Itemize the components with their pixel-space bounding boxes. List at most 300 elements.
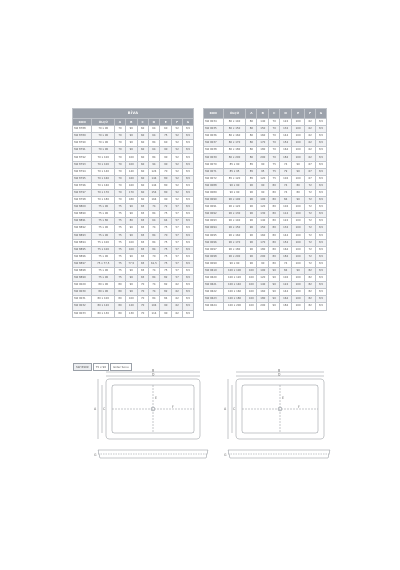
dimension-cell: 100: [246, 303, 257, 310]
drawing-label-f: F: [298, 405, 300, 409]
dimension-cell: 60: [137, 154, 148, 161]
product-code-cell: SW 9624: [204, 303, 224, 310]
column-header: F: [172, 119, 183, 126]
table-row: [73, 140, 194, 147]
table-row: [204, 126, 327, 133]
dimension-cell: 8,5: [316, 289, 327, 296]
dimension-cell: 82: [305, 282, 316, 289]
dimension-cell: 100: [292, 239, 305, 246]
table-title: BİVA: [73, 109, 194, 119]
table-row: [73, 189, 194, 196]
dimension-cell: 100: [125, 239, 137, 246]
column-header: ÖLÇÜ: [223, 109, 246, 119]
shower-tray-drawing-left: [92, 368, 214, 468]
dimension-cell: 130: [125, 310, 137, 317]
dimension-cell: 8,5: [183, 161, 194, 168]
table-row: [73, 161, 194, 168]
dimension-cell: 80: [269, 225, 280, 232]
dimension-cell: 8,5: [183, 275, 194, 282]
dimension-cell: 52: [172, 182, 183, 189]
dimension-cell: 57: [172, 253, 183, 260]
table-row: [204, 246, 327, 253]
product-code-cell: SW 9034: [204, 119, 224, 126]
dimension-cell: 70: [269, 119, 280, 126]
dimension-cell: 90: [160, 161, 172, 168]
size-cell: 90 x 180: [223, 246, 246, 253]
dimension-cell: 60: [137, 140, 148, 147]
technical-drawing-svg: [222, 368, 334, 468]
table-row: [73, 168, 194, 175]
product-code-cell: SW 8894: [73, 239, 92, 246]
dimension-cell: 200: [257, 303, 269, 310]
dimension-cell: 144: [280, 289, 292, 296]
product-code-cell: SW 8895: [73, 246, 92, 253]
dimension-cell: 80: [269, 260, 280, 267]
size-cell: 70 x 90: [92, 126, 115, 133]
dimension-cell: 164: [280, 296, 292, 303]
dimension-cell: 74: [280, 260, 292, 267]
dimension-cell: 124: [280, 218, 292, 225]
drawing-label-a: A: [94, 407, 97, 411]
dimension-cell: 62: [305, 133, 316, 140]
table-row: [204, 154, 327, 161]
dimension-cell: 144: [280, 232, 292, 239]
dimension-cell: 80: [269, 211, 280, 218]
dimension-cell: 8,5: [316, 275, 327, 282]
table-row: [204, 289, 327, 296]
dimension-cell: 70: [148, 253, 160, 260]
dimension-cell: 90: [246, 239, 257, 246]
product-code-cell: SW 9097: [204, 246, 224, 253]
product-code-cell: SW 8796: [73, 182, 92, 189]
dimension-cell: 8,5: [183, 189, 194, 196]
dimension-cell: 80: [246, 133, 257, 140]
dimension-cell: 70: [269, 133, 280, 140]
dimension-cell: 100: [246, 296, 257, 303]
table-row: [204, 147, 327, 154]
dimension-cell: 62: [172, 282, 183, 289]
dimension-cell: 70: [137, 282, 148, 289]
dimension-cell: 100: [246, 289, 257, 296]
table-row: [73, 126, 194, 133]
dimension-cell: 100: [292, 275, 305, 282]
size-cell: 80 x 150: [223, 126, 246, 133]
drawing-label-d: D: [278, 372, 281, 377]
dimension-cell: 170: [257, 140, 269, 147]
dimension-cell: 74: [280, 189, 292, 196]
product-code-cell: SW 9030: [73, 289, 92, 296]
table-row: [73, 296, 194, 303]
dimension-cell: 144: [280, 133, 292, 140]
dimension-cell: 8,5: [183, 239, 194, 246]
dimension-cell: 120: [257, 175, 269, 182]
header-row: [204, 109, 327, 119]
dimension-cell: 170: [125, 189, 137, 196]
dimension-cell: 8,5: [316, 189, 327, 196]
dimension-cell: 72: [160, 204, 172, 211]
dimension-cell: 70: [160, 168, 172, 175]
table-row: [204, 182, 327, 189]
dimension-cell: 75: [115, 204, 126, 211]
table-row: [204, 218, 327, 225]
column-header: G: [316, 109, 327, 119]
dimension-cell: 90: [269, 296, 280, 303]
dimension-cell: 80: [246, 140, 257, 147]
dimension-cell: 100: [257, 267, 269, 274]
dimension-cell: 80: [246, 126, 257, 133]
table-row: [204, 133, 327, 140]
dimension-cell: 60: [137, 182, 148, 189]
dimension-cell: 67: [305, 161, 316, 168]
dimension-cell: 90: [292, 161, 305, 168]
dimension-cell: 8,5: [183, 175, 194, 182]
product-code-cell: SW 8898: [73, 267, 92, 274]
dimension-cell: 52: [172, 197, 183, 204]
dimension-cell: 8,5: [316, 126, 327, 133]
product-code-cell: SW 9623: [204, 296, 224, 303]
dimension-cell: 8,5: [316, 147, 327, 154]
product-code-cell: SW 9096: [204, 239, 224, 246]
dimension-cell: 80: [269, 239, 280, 246]
dimension-cell: 8,5: [316, 140, 327, 147]
size-cell: 75 x 90: [92, 232, 115, 239]
table-row: [204, 175, 327, 182]
dimension-cell: 8,5: [316, 260, 327, 267]
dimension-cell: 164: [280, 147, 292, 154]
table-row: [73, 182, 194, 189]
dimension-cell: 67: [305, 175, 316, 182]
dimension-cell: 65: [137, 260, 148, 267]
dimension-cell: 80: [115, 282, 126, 289]
dimension-cell: 75: [115, 225, 126, 232]
dimension-cell: 80: [160, 182, 172, 189]
dimension-cell: 74: [280, 161, 292, 168]
dimension-cell: 82: [160, 289, 172, 296]
product-code-cell: SW 9098: [204, 253, 224, 260]
product-code-cell: SW 9090: [204, 197, 224, 204]
drawing-label-f: F: [172, 405, 174, 409]
table-row: [73, 204, 194, 211]
size-cell: 70 x 160: [92, 175, 115, 182]
size-cell: 85 x 120: [223, 175, 246, 182]
dimension-cell: 64: [148, 147, 160, 154]
dimension-cell: 52: [172, 147, 183, 154]
dimension-cell: 65: [137, 204, 148, 211]
dimension-cell: 90: [160, 154, 172, 161]
dimension-cell: 8,5: [316, 232, 327, 239]
dimension-cell: 160: [125, 182, 137, 189]
table-row: [73, 282, 194, 289]
column-header: F: [305, 109, 316, 119]
dimension-cell: 90: [257, 161, 269, 168]
dimension-cell: 160: [257, 232, 269, 239]
dimension-cell: 100: [292, 204, 305, 211]
dimension-cell: 104: [148, 303, 160, 310]
product-code-cell: SW 9622: [204, 289, 224, 296]
dimension-cell: 70: [115, 154, 126, 161]
size-cell: 75 x 90: [92, 275, 115, 282]
dimension-cell: 120: [257, 275, 269, 282]
column-header: C: [137, 119, 148, 126]
dimension-cell: 75: [160, 260, 172, 267]
dimension-cell: 8,5: [183, 154, 194, 161]
dimension-cell: 180: [257, 296, 269, 303]
table-row: [204, 275, 327, 282]
dimension-cell: 95: [257, 168, 269, 175]
dimension-cell: 8,5: [183, 246, 194, 253]
size-cell: 70 x 160: [92, 182, 115, 189]
dimension-cell: 85: [246, 161, 257, 168]
dimension-cell: 90: [246, 246, 257, 253]
dimension-cell: 75: [115, 218, 126, 225]
product-code-cell: SW 9092: [204, 211, 224, 218]
dimension-cell: 75: [115, 211, 126, 218]
dimension-cell: 90: [246, 232, 257, 239]
dimension-cell: 144: [148, 175, 160, 182]
table-row: [73, 289, 194, 296]
dimension-cell: 80: [269, 232, 280, 239]
header-row: [73, 119, 194, 126]
product-code-cell: SW 8793: [73, 161, 92, 168]
dimension-cell: 8,5: [316, 267, 327, 274]
dimension-cell: 100: [292, 303, 305, 310]
dimension-cell: 84: [280, 267, 292, 274]
dimension-cell: 100: [292, 154, 305, 161]
dimension-cell: 82: [160, 275, 172, 282]
dimension-cell: 184: [280, 154, 292, 161]
dimension-cell: 72: [305, 225, 316, 232]
dimension-cell: 8,5: [316, 154, 327, 161]
table-row: [73, 197, 194, 204]
dimension-cell: 67: [305, 168, 316, 175]
size-cell: 90 x 140: [223, 218, 246, 225]
drawing-label-g: G: [224, 453, 227, 457]
dimension-cell: 90: [125, 133, 137, 140]
product-code-cell: SW 9070: [204, 161, 224, 168]
dimension-cell: 8,5: [183, 225, 194, 232]
dimension-cell: 62: [305, 119, 316, 126]
dimension-cell: 90: [125, 204, 137, 211]
drawing-label-e: E: [155, 396, 158, 400]
size-cell: 70 x 140: [92, 168, 115, 175]
size-cell: 80 x 160: [223, 133, 246, 140]
dimension-cell: 154: [280, 239, 292, 246]
dimension-cell: 90: [269, 282, 280, 289]
dimension-cell: 75: [115, 232, 126, 239]
dimension-cell: 72: [305, 253, 316, 260]
dimension-cell: 84: [148, 296, 160, 303]
table-row: [73, 232, 194, 239]
dimension-cell: 130: [257, 211, 269, 218]
dimension-cell: 57: [172, 204, 183, 211]
table-row: [73, 260, 194, 267]
dimension-cell: 70: [137, 303, 148, 310]
dimension-cell: 94: [148, 161, 160, 168]
size-cell: 70 x 100: [92, 161, 115, 168]
dimension-cell: 74: [148, 225, 160, 232]
dimension-cell: 90: [292, 168, 305, 175]
dimension-cell: 134: [280, 126, 292, 133]
product-code-cell: SW 9621: [204, 282, 224, 289]
size-cell: 80 x 120: [92, 303, 115, 310]
product-code-cell: SW 9094: [204, 225, 224, 232]
dimension-cell: 65: [137, 267, 148, 274]
size-cell: 90 x 160: [223, 232, 246, 239]
drawing-label-c: C: [103, 407, 106, 411]
detail-size: 75 x 90: [93, 363, 110, 371]
dimension-cell: 57: [172, 267, 183, 274]
dimension-cell: 8,5: [316, 211, 327, 218]
dimension-cell: 164: [280, 246, 292, 253]
dimension-cell: 8,5: [316, 239, 327, 246]
dimension-cell: 8,5: [183, 267, 194, 274]
dimension-cell: 160: [257, 133, 269, 140]
dimension-cell: 60: [160, 126, 172, 133]
dimension-cell: 100: [292, 218, 305, 225]
product-code-cell: SW 8789: [73, 133, 92, 140]
dimension-cell: 57: [172, 225, 183, 232]
dimension-cell: 8,5: [183, 133, 194, 140]
dimension-cell: 65: [137, 246, 148, 253]
product-code-cell: SW 9071: [204, 168, 224, 175]
dimension-cell: 90: [269, 275, 280, 282]
dimension-cell: 70: [115, 189, 126, 196]
dimension-cell: 60: [137, 161, 148, 168]
detail-code: SW 8909: [73, 363, 92, 371]
dimension-cell: 90: [125, 289, 137, 296]
dimension-cell: 90: [292, 197, 305, 204]
column-header: G: [183, 119, 194, 126]
column-header: KOD: [204, 109, 224, 119]
product-code-cell: SW 9088: [204, 182, 224, 189]
size-cell: 100 x 120: [223, 275, 246, 282]
dimension-cell: 75: [115, 253, 126, 260]
size-cell: 75 x 90: [92, 267, 115, 274]
drawing-label-c: C: [233, 407, 236, 411]
dimension-cell: 100: [292, 175, 305, 182]
dimension-cell: 8,5: [183, 140, 194, 147]
size-cell: 90 x 130: [223, 211, 246, 218]
dimension-cell: 90: [292, 267, 305, 274]
dimension-cell: 64: [148, 133, 160, 140]
dimension-cell: 57: [172, 246, 183, 253]
table-row: [73, 275, 194, 282]
dimension-cell: 80: [246, 154, 257, 161]
dimension-cell: 82: [305, 296, 316, 303]
dimension-cell: 70: [269, 140, 280, 147]
column-header: A: [246, 109, 257, 119]
table-row: [73, 303, 194, 310]
dimension-cell: 180: [257, 147, 269, 154]
product-code-cell: SW 8890: [73, 211, 92, 218]
dimension-cell: 100: [125, 154, 137, 161]
dimension-cell: 8,5: [316, 225, 327, 232]
dimension-cell: 90: [246, 204, 257, 211]
size-cell: 70 x 90: [92, 147, 115, 154]
dimension-cell: 80: [115, 289, 126, 296]
table-row: [73, 175, 194, 182]
dimension-cell: 84: [148, 232, 160, 239]
dimension-cell: 77,5: [125, 260, 137, 267]
size-cell: 100 x 160: [223, 289, 246, 296]
dimension-cell: 75: [269, 161, 280, 168]
dimension-cell: 184: [280, 303, 292, 310]
dimension-cell: 100: [292, 211, 305, 218]
product-code-cell: SW 8794: [73, 168, 92, 175]
dimension-cell: 80: [160, 189, 172, 196]
dimension-cell: 82: [305, 267, 316, 274]
size-cell: 90 x 100: [223, 197, 246, 204]
column-header: D: [280, 109, 292, 119]
dimension-cell: 8,5: [183, 218, 194, 225]
dimension-cell: 8,5: [183, 211, 194, 218]
product-code-cell: SW 9031: [73, 296, 92, 303]
dimension-cell: 80: [160, 175, 172, 182]
dimension-cell: 84: [148, 275, 160, 282]
dimension-cell: 84: [160, 296, 172, 303]
dimension-cell: 61,5: [148, 260, 160, 267]
dimension-cell: 52: [172, 126, 183, 133]
column-header: B: [257, 109, 269, 119]
dimension-cell: 90: [269, 303, 280, 310]
dimension-cell: 120: [257, 204, 269, 211]
drawing-label-e: E: [282, 396, 285, 400]
table-row: [204, 232, 327, 239]
dimension-cell: 75: [269, 175, 280, 182]
dimension-cell: 62: [305, 140, 316, 147]
drawing-label-b: B: [152, 368, 155, 373]
dimension-cell: 65: [137, 211, 148, 218]
table-row: [204, 161, 327, 168]
dimension-cell: 75: [269, 168, 280, 175]
product-code-cell: SW 9095: [204, 232, 224, 239]
column-header: E: [292, 109, 305, 119]
dimension-cell: 8,5: [316, 204, 327, 211]
dimension-cell: 72: [305, 232, 316, 239]
dimension-cell: 52: [172, 133, 183, 140]
dimension-cell: 72: [305, 218, 316, 225]
table-body: [204, 119, 327, 311]
dimension-cell: 80: [269, 253, 280, 260]
dimension-cell: 70: [115, 168, 126, 175]
dimension-cell: 80: [269, 204, 280, 211]
dimension-cell: 8,5: [183, 282, 194, 289]
dimension-cell: 60: [137, 133, 148, 140]
table-row: [73, 310, 194, 317]
dimension-cell: 75: [160, 267, 172, 274]
dimension-cell: 60: [137, 147, 148, 154]
dimension-cell: 8,5: [316, 218, 327, 225]
dimension-cell: 65: [137, 239, 148, 246]
dimension-cell: 170: [257, 239, 269, 246]
dimension-cell: 100: [292, 225, 305, 232]
drawing-label-g: G: [94, 453, 97, 457]
dimension-cell: 80: [269, 189, 280, 196]
dimension-cell: 154: [148, 189, 160, 196]
size-cell: 75 x 80: [92, 218, 115, 225]
size-cell: 80 x 90: [92, 282, 115, 289]
dimension-cell: 70: [269, 126, 280, 133]
dimension-cell: 90: [160, 197, 172, 204]
size-cell: 100 x 200: [223, 303, 246, 310]
dimension-cell: 90: [125, 275, 137, 282]
dimension-cell: 62: [172, 296, 183, 303]
dimension-cell: 52: [172, 154, 183, 161]
dimension-cell: 70: [115, 175, 126, 182]
dimension-cell: 8,5: [183, 289, 194, 296]
dimension-cell: 140: [257, 119, 269, 126]
dimension-cell: 80: [269, 197, 280, 204]
